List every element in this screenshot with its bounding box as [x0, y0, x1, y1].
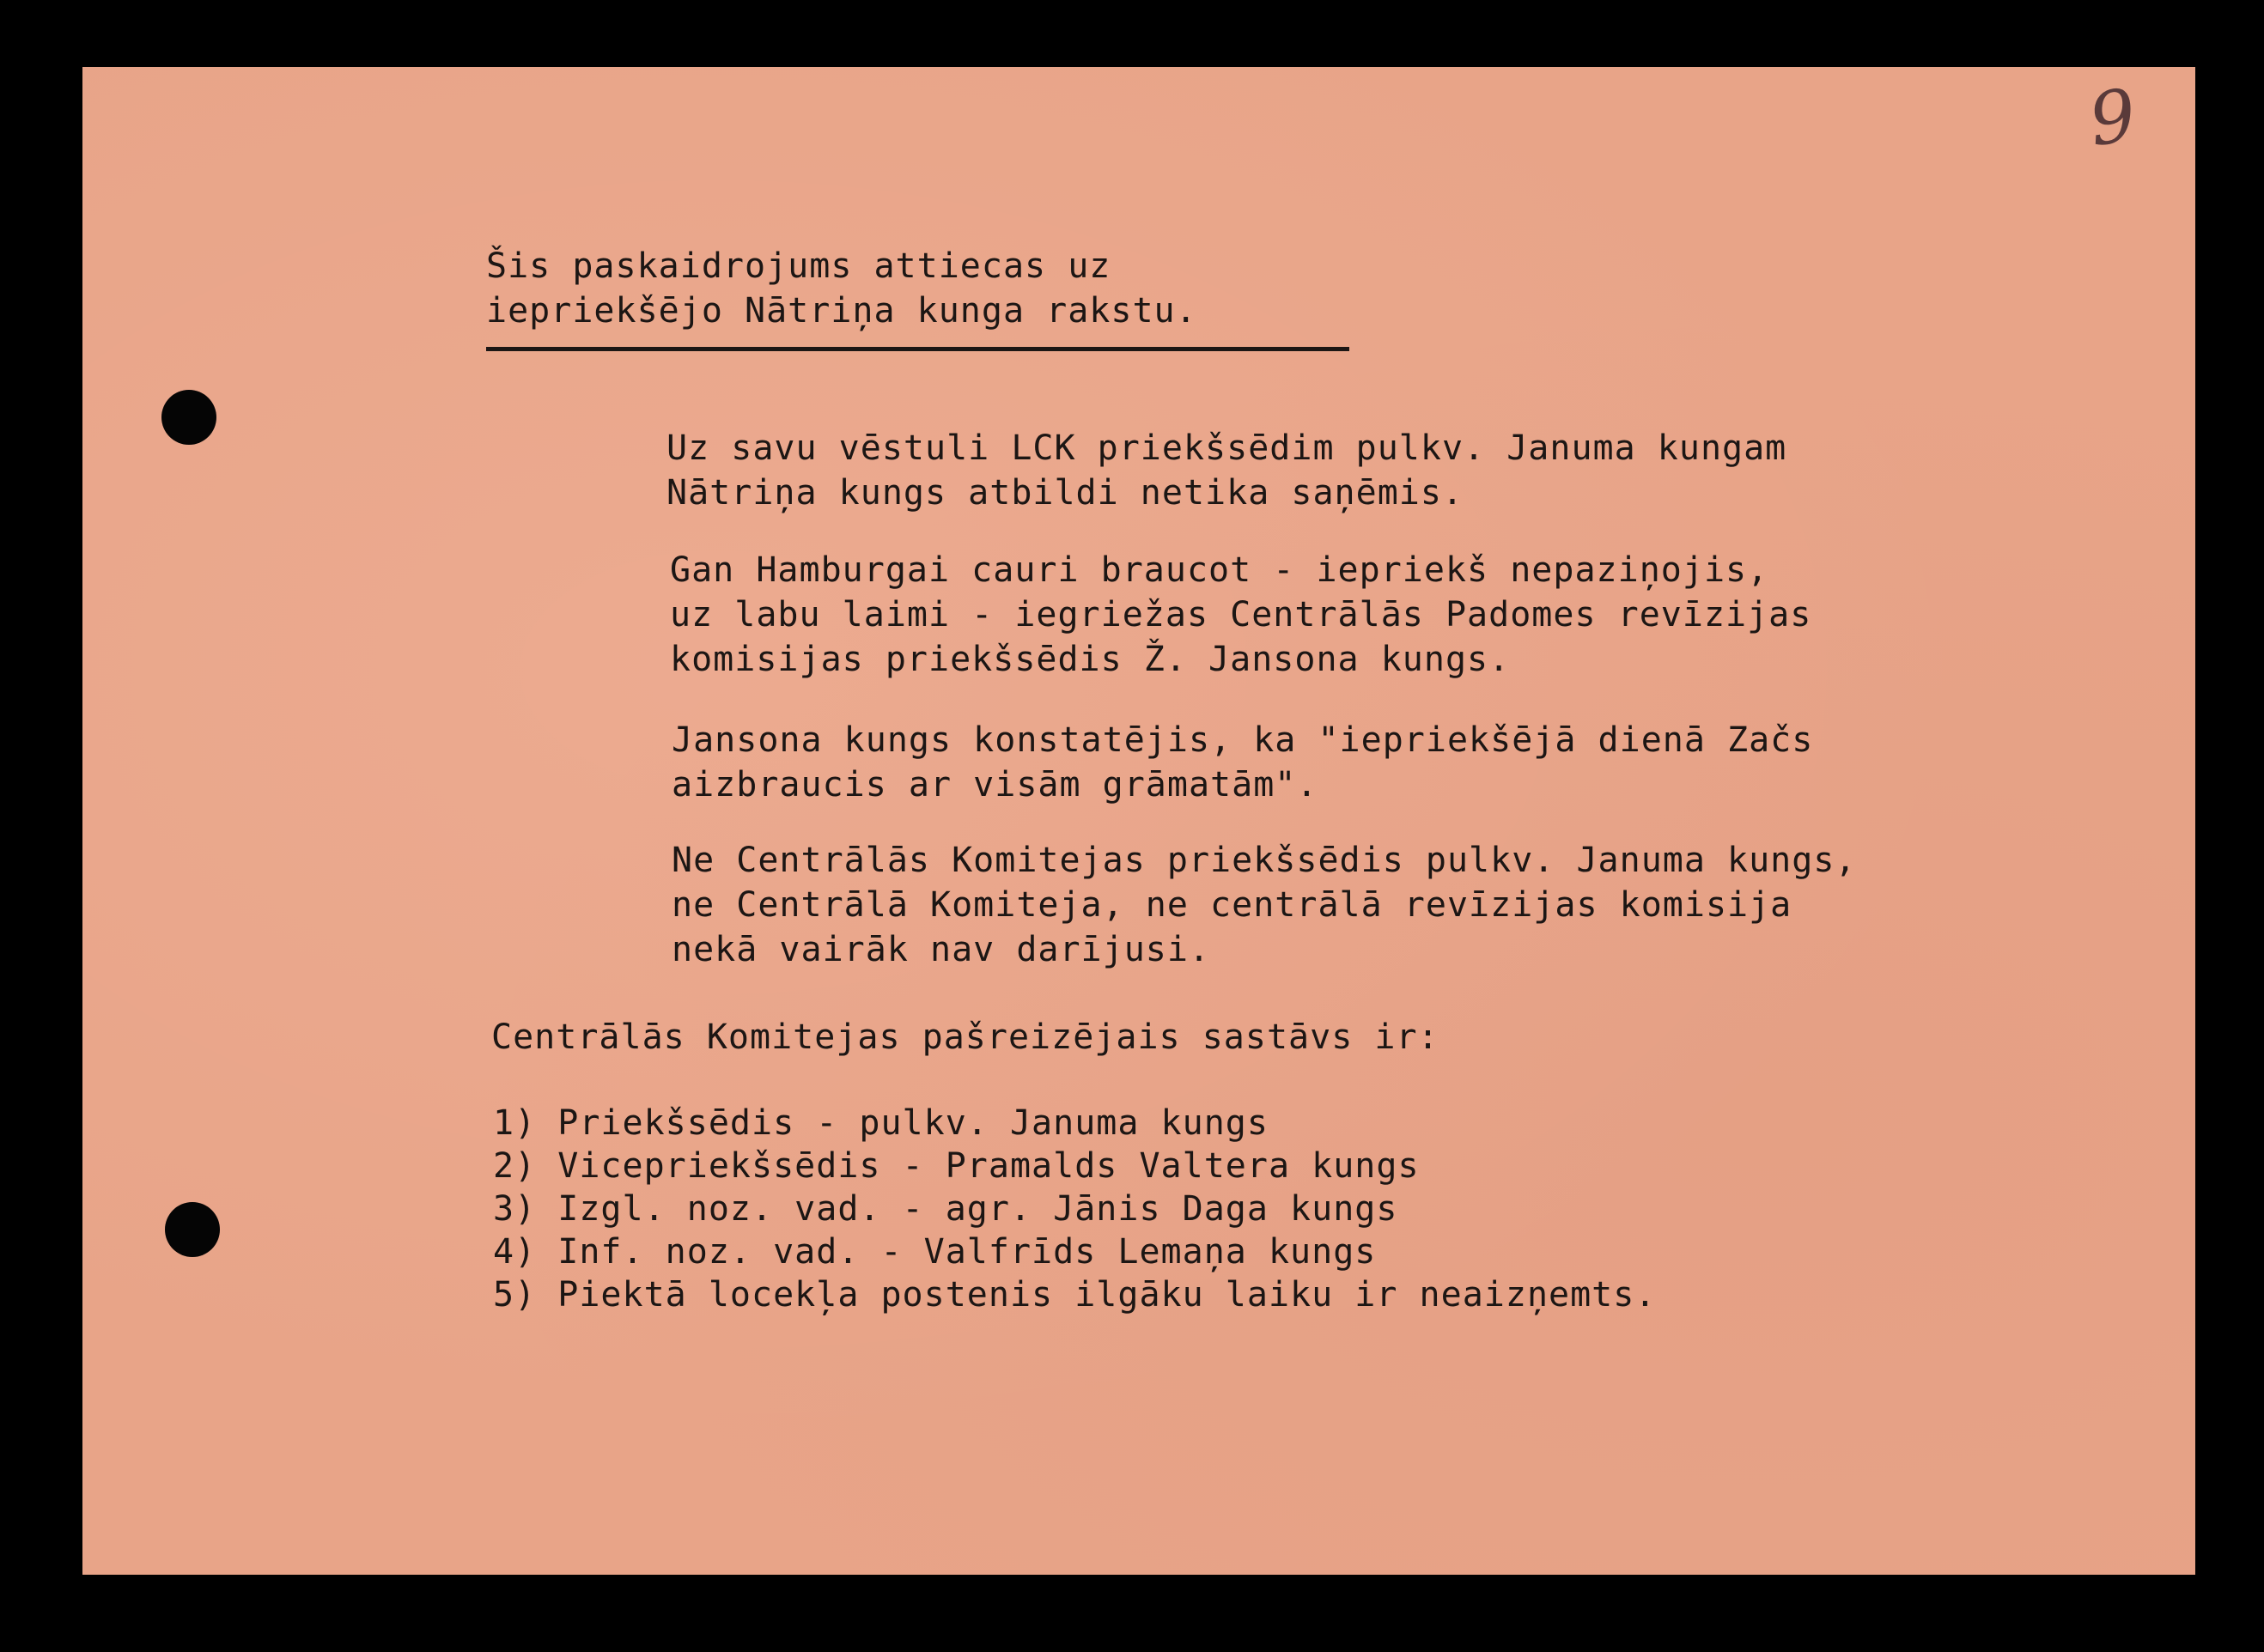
composition-item-4: 4) Inf. noz. vad. - Valfrīds Lemaņa kungs: [493, 1232, 1377, 1272]
composition-item-3: 3) Izgl. noz. vad. - agr. Jānis Daga kungs: [493, 1189, 1398, 1229]
paragraph-4-line-1: Ne Centrālās Komitejas priekšsēdis pulkv. Januma kungs,: [672, 841, 1857, 880]
header-underline: [486, 347, 1349, 351]
composition-intro: Centrālās Komitejas pašreizējais sastāvs ir:: [491, 1017, 1439, 1057]
header-line-1: Šis paskaidrojums attiecas uz: [486, 246, 1111, 286]
punch-hole-top: [161, 390, 216, 445]
paragraph-4-line-3: nekā vairāk nav darījusi.: [672, 930, 1211, 969]
paragraph-1-line-2: Nātriņa kungs atbildi netika saņēmis.: [666, 473, 1464, 513]
composition-item-2: 2) Vicepriekšsēdis - Pramalds Valtera kungs: [493, 1146, 1420, 1186]
composition-item-5: 5) Piektā locekļa postenis ilgāku laiku ir neaizņemts.: [493, 1275, 1657, 1315]
paragraph-2-line-1: Gan Hamburgai cauri braucot - iepriekš nepaziņojis,: [670, 550, 1769, 590]
composition-item-1: 1) Priekšsēdis - pulkv. Januma kungs: [493, 1103, 1269, 1143]
handwritten-page-number: 9: [2083, 72, 2141, 163]
paragraph-2-line-2: uz labu laimi - iegriežas Centrālās Padomes revīzijas: [670, 595, 1812, 635]
paragraph-2-line-3: komisijas priekšsēdis Ž. Jansona kungs.: [670, 640, 1511, 679]
punch-hole-bottom: [165, 1202, 220, 1257]
paragraph-3-line-1: Jansona kungs konstatējis, ka "iepriekšējā dienā Začs: [672, 720, 1814, 760]
paragraph-1-line-1: Uz savu vēstuli LCK priekšsēdim pulkv. Januma kungam: [666, 428, 1787, 468]
header-line-2: iepriekšējo Nātriņa kunga rakstu.: [486, 291, 1197, 331]
paper-sheet: [82, 67, 2195, 1575]
paragraph-3-line-2: aizbraucis ar visām grāmatām".: [672, 765, 1318, 805]
paragraph-4-line-2: ne Centrālā Komiteja, ne centrālā revīzijas komisija: [672, 885, 1792, 925]
